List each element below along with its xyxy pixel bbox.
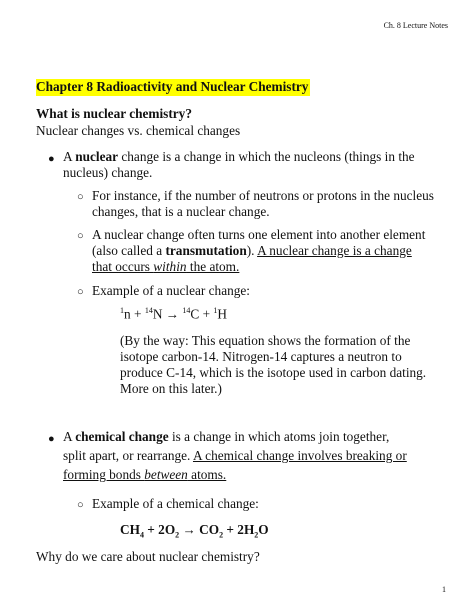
eq-co: CO	[199, 522, 220, 537]
bullet-filled-icon: ●	[48, 433, 55, 445]
bullet2-l3-italic: between	[144, 467, 188, 482]
question-heading: What is nuclear chemistry?	[36, 106, 192, 121]
subheading: Nuclear changes vs. chemical changes	[36, 123, 241, 138]
eq-o-sub: 2	[175, 530, 180, 540]
sub2-l3-pre: that occurs	[92, 259, 154, 274]
bullet1-line2: nucleus) change.	[63, 165, 153, 180]
note-line: More on this later.)	[120, 381, 222, 396]
open-bullet-icon: ○	[77, 286, 84, 298]
sub2-line2	[92, 243, 412, 259]
page-header: Ch. 8 Lecture Notes	[383, 21, 448, 30]
question2: Why do we care about nuclear chemistry?	[36, 549, 260, 564]
page-number: 1	[442, 585, 446, 594]
eq-o: O	[258, 522, 269, 537]
bullet1-pre: A	[63, 149, 76, 164]
sub2-bold: transmutation	[165, 243, 247, 258]
eq-co-sub: 2	[219, 530, 224, 540]
eq-H-mass: 1	[213, 306, 218, 315]
sub2-l3-post: the atom.	[186, 259, 240, 274]
bullet2-line2	[63, 448, 407, 464]
note-line: (By the way: This equation shows the formation of the	[120, 333, 411, 348]
bullet1-rest: change is a change in which the nucleons (things in the	[118, 149, 415, 164]
bullet1-bold: nuclear	[75, 149, 119, 164]
eq-H: H	[217, 306, 228, 322]
eq-ch: CH	[120, 522, 140, 537]
eq-ch-sub: 4	[139, 530, 144, 540]
sub1-line1: For instance, if the number of neutrons or protons in the nucleus	[92, 188, 434, 203]
bullet2-rest: is a change in which atoms join together,	[168, 429, 390, 444]
eq-N: N	[152, 306, 163, 322]
bullet1-line1	[63, 149, 415, 165]
bullet2-l2-pre: split apart, or rearrange.	[63, 448, 193, 463]
eq-C: C	[190, 306, 200, 322]
sub2-l3-italic: within	[153, 259, 187, 274]
open-bullet-icon: ○	[77, 230, 84, 242]
bullet-filled-icon: ●	[48, 153, 55, 165]
note-line: produce C-14, which is the isotope used in carbon dating.	[120, 365, 427, 380]
sub3-label: Example of a nuclear change:	[92, 283, 251, 298]
open-bullet-icon: ○	[77, 191, 84, 203]
eq-N-mass: 14	[144, 306, 153, 315]
eq-o2: + 2O	[143, 522, 176, 537]
nuclear-equation	[120, 306, 227, 322]
eq-h2: + 2H	[223, 522, 255, 537]
eq-n-mass: 1	[120, 306, 124, 315]
arrow-icon: →	[179, 522, 200, 537]
bullet2-bold: chemical change	[75, 429, 169, 444]
open-bullet-icon: ○	[77, 499, 84, 511]
bullet2-l3-post: atoms.	[187, 467, 227, 482]
eq-plus: +	[130, 306, 145, 322]
sub2-pre: (also called a	[92, 243, 166, 258]
eq-h-sub: 2	[254, 530, 259, 540]
chapter-title: Chapter 8 Radioactivity and Nuclear Chemistry	[36, 79, 309, 94]
arrow-icon: →	[162, 306, 183, 322]
sub4-label: Example of a chemical change:	[92, 496, 259, 511]
bullet2-line1	[63, 429, 389, 445]
sub2-line1: A nuclear change often turns one element into another element	[92, 227, 426, 242]
note-line: isotope carbon-14. Nitrogen-14 captures a neutron to	[120, 349, 402, 364]
bullet2-line3	[63, 467, 226, 483]
bullet2-l2-underline: A chemical change involves breaking or	[192, 448, 407, 463]
eq-plus: +	[199, 306, 214, 322]
sub1-line2: changes, that is a nuclear change.	[92, 204, 270, 219]
bullet2-pre: A	[63, 429, 76, 444]
sub2-mid: ).	[246, 243, 258, 258]
sub2-underline: A nuclear change is a change	[257, 243, 412, 258]
eq-n: n	[124, 306, 131, 322]
bullet2-l3-pre: forming bonds	[63, 467, 145, 482]
sub2-line3	[92, 259, 239, 275]
eq-C-mass: 14	[182, 306, 191, 315]
chemical-equation	[120, 522, 269, 540]
